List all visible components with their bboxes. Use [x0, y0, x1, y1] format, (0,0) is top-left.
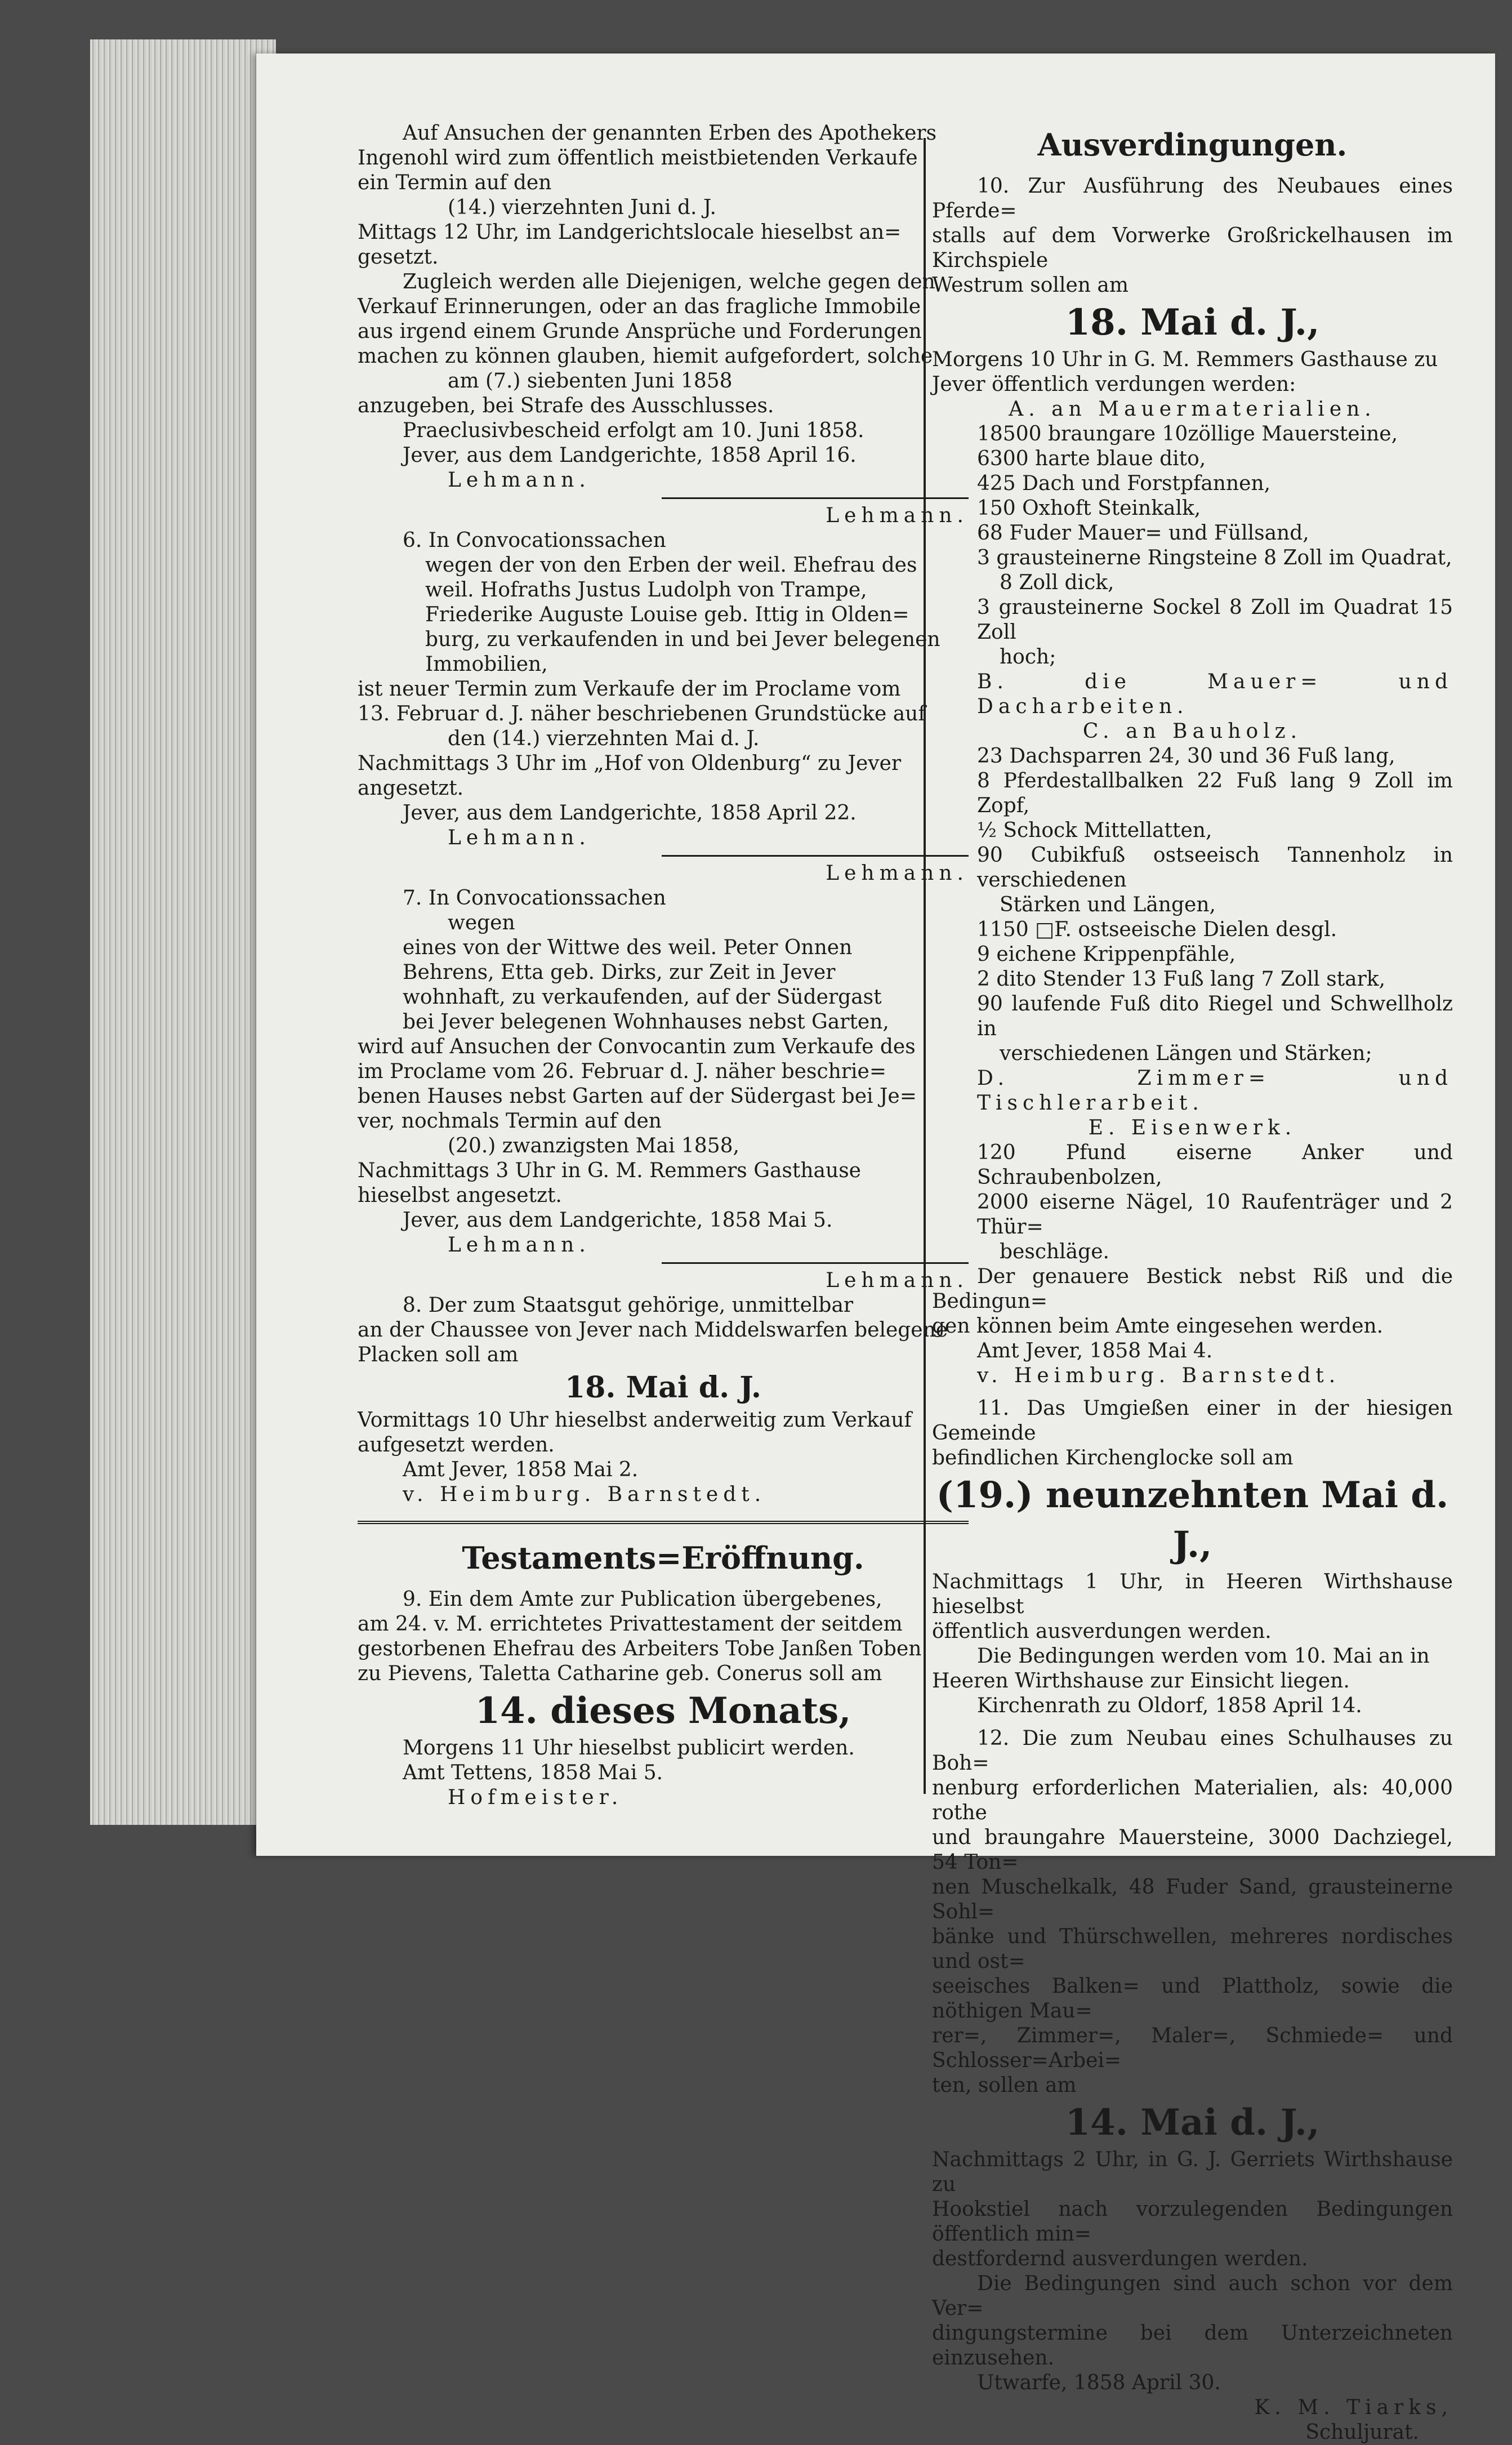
notice-date: den (14.) vierzehnten Mai d. J.	[448, 727, 760, 750]
notice-line: Hookstiel nach vorzulegenden Bedingungen öffentlich min=	[932, 2198, 1453, 2246]
list-item: 23 Dachsparren 24, 30 und 36 Fuß lang,	[977, 745, 1395, 768]
notice-line: machen zu können glauben, hiemit aufgefordert, solche	[358, 345, 933, 368]
notice-line: burg, zu verkaufenden in und bei Jever belegenen	[425, 628, 940, 651]
notice-line: Mittags 12 Uhr, im Landgerichtslocale hieselbst an=	[358, 221, 902, 244]
right-column	[932, 121, 1453, 2445]
list-item: 8 Zoll dick,	[1000, 571, 1114, 594]
notice-line: Die Bedingungen werden vom 10. Mai an in	[977, 1645, 1430, 1668]
list-item: 3 grausteinerne Sockel 8 Zoll im Quadrat 15 Zoll	[977, 596, 1453, 644]
notice-number-6: 6. In Convocationssachen	[403, 529, 666, 552]
subsection-e: E. Eisenwerk.	[1088, 1116, 1297, 1139]
notice-line: anzugeben, bei Strafe des Ausschlusses.	[358, 394, 774, 417]
list-item: 90 Cubikfuß ostseeisch Tannenholz in verschiedenen	[977, 844, 1453, 892]
list-item: 90 laufende Fuß dito Riegel und Schwellholz in	[977, 992, 1453, 1040]
notice-place-date: Amt Tettens, 1858 Mai 5.	[403, 1761, 663, 1784]
notice-line: Morgens 11 Uhr hieselbst publicirt werden.	[403, 1736, 855, 1760]
list-item: 3 grausteinerne Ringsteine 8 Zoll im Quadrat,	[977, 546, 1452, 569]
list-item: 2 dito Stender 13 Fuß lang 7 Zoll stark,	[977, 968, 1386, 991]
separator-rule	[662, 855, 969, 857]
signature: Lehmann.	[448, 1233, 591, 1257]
notice-date-large: 18. Mai d. J.	[565, 1370, 761, 1405]
subsection-b: B. die Mauer= und Dacharbeiten.	[977, 670, 1453, 718]
notice-line: nen Muschelkalk, 48 Fuder Sand, grausteinerne Sohl=	[932, 1876, 1453, 1923]
list-item: verschiedenen Längen und Stärken;	[1000, 1042, 1372, 1065]
list-item: 120 Pfund eiserne Anker und Schraubenbolzen,	[977, 1141, 1453, 1189]
notice-line: Zugleich werden alle Diejenigen, welche gegen den	[403, 270, 935, 293]
notice-line: Behrens, Etta geb. Dirks, zur Zeit in Jever	[403, 961, 836, 984]
notice-line: Der genauere Bestick nebst Riß und die Bedingun=	[932, 1265, 1453, 1313]
notice-line: ten, sollen am	[932, 2074, 1077, 2097]
notice-place-date: Jever, aus dem Landgerichte, 1858 Mai 5.	[403, 1209, 833, 1232]
signature: Lehmann.	[448, 826, 591, 849]
book-page-edges	[90, 39, 276, 1825]
notice-line: aus irgend einem Grunde Ansprüche und Forderungen	[358, 320, 922, 343]
section-heading-testament: Testaments=Eröffnung.	[462, 1540, 864, 1576]
newspaper-page	[256, 54, 1495, 2444]
notice-number-9: 9. Ein dem Amte zur Publication übergebenes,	[403, 1588, 882, 1611]
notice-line: Nachmittags 1 Uhr, in Heeren Wirthshause hieselbst	[932, 1570, 1453, 1618]
notice-line: benen Hauses nebst Garten auf der Südergast bei Je=	[358, 1085, 917, 1108]
subsection-d: D. Zimmer= und Tischlerarbeit.	[977, 1067, 1453, 1115]
subsection-a: A. an Mauermaterialien.	[1009, 398, 1376, 421]
notice-line: Placken soll am	[358, 1343, 519, 1366]
notice-line: bänke und Thürschwellen, mehreres nordisches und ost=	[932, 1925, 1453, 1973]
left-column	[358, 121, 969, 1810]
notice-date-large: (19.) neunzehnten Mai d. J.,	[936, 1474, 1449, 1566]
notice-line: Nachmittags 3 Uhr im „Hof von Oldenburg“ zu Jever	[358, 752, 902, 775]
notice-line: dingungstermine bei dem Unterzeichneten einzusehen.	[932, 2322, 1453, 2370]
notice-date-large: 18. Mai d. J.,	[1065, 301, 1320, 344]
notice-number-12: 12. Die zum Neubau eines Schulhauses zu Boh=	[932, 1727, 1453, 1775]
notice-date-large: 14. dieses Monats,	[475, 1690, 851, 1732]
notice-number-7: 7. In Convocationssachen	[403, 887, 666, 910]
list-item: 425 Dach und Forstpfannen,	[977, 472, 1271, 495]
notice-line: gesetzt.	[358, 246, 439, 269]
spacer	[932, 1718, 1453, 1726]
signature-role: Schuljurat.	[1305, 2421, 1419, 2444]
notice-line: befindlichen Kirchenglocke soll am	[932, 1446, 1294, 1469]
signature: K. M. Tiarks,	[1254, 2396, 1453, 2419]
notice-line: Vormittags 10 Uhr hieselbst anderweitig zum Verkauf	[358, 1409, 912, 1432]
spacer	[932, 1388, 1453, 1396]
notice-line: weil. Hofraths Justus Ludolph von Trampe,	[425, 578, 867, 602]
notice-line: wird auf Ansuchen der Convocantin zum Verkaufe des	[358, 1035, 916, 1058]
notice-line: seeisches Balken= und Plattholz, sowie die nöthigen Mau=	[932, 1975, 1453, 2023]
notice-number-10: 10. Zur Ausführung des Neubaues eines Pferde=	[932, 175, 1453, 222]
list-item: Stärken und Längen,	[1000, 893, 1216, 916]
notice-line: öffentlich ausverdungen werden.	[932, 1620, 1272, 1643]
notice-line: gen können beim Amte eingesehen werden.	[932, 1315, 1384, 1338]
separator-rule	[662, 1262, 969, 1264]
notice-line: bei Jever belegenen Wohnhauses nebst Garten,	[403, 1010, 889, 1034]
notice-line: aufgesetzt werden.	[358, 1433, 555, 1457]
notice-number-11: 11. Das Umgießen einer in der hiesigen Gemeinde	[932, 1397, 1453, 1445]
signature: v. Heimburg. Barnstedt.	[977, 1364, 1341, 1387]
notice-line: Morgens 10 Uhr in G. M. Remmers Gasthause zu	[932, 348, 1438, 371]
signature: Lehmann.	[826, 1269, 969, 1292]
list-item: ½ Schock Mittellatten,	[977, 819, 1212, 842]
list-item: 6300 harte blaue dito,	[977, 447, 1206, 470]
notice-line: Jever öffentlich verdungen werden:	[932, 373, 1296, 396]
notice-number-8: 8. Der zum Staatsgut gehörige, unmittelbar	[403, 1294, 854, 1317]
section-rule	[358, 1521, 969, 1524]
list-item: 2000 eiserne Nägel, 10 Raufenträger und 2 Thür=	[977, 1191, 1453, 1239]
notice-line: Auf Ansuchen der genannten Erben des Apothekers	[403, 122, 937, 145]
notice-line: Die Bedingungen sind auch schon vor dem Ver=	[932, 2272, 1453, 2320]
notice-place-date: Utwarfe, 1858 April 30.	[977, 2371, 1221, 2394]
list-item: hoch;	[1000, 645, 1056, 669]
list-item: 18500 braungare 10zöllige Mauersteine,	[977, 422, 1398, 446]
list-item: 68 Fuder Mauer= und Füllsand,	[977, 522, 1309, 545]
notice-line: Verkauf Erinnerungen, oder an das fragliche Immobile	[358, 295, 921, 318]
notice-place-date: Amt Jever, 1858 Mai 2.	[403, 1458, 639, 1481]
list-item: 150 Oxhoft Steinkalk,	[977, 497, 1201, 520]
notice-line: destfordernd ausverdungen werden.	[932, 2247, 1308, 2270]
notice-date-large: 14. Mai d. J.,	[1065, 2101, 1320, 2144]
notice-place-date: Jever, aus dem Landgerichte, 1858 April 22.	[403, 801, 857, 825]
list-item: 8 Pferdestallbalken 22 Fuß lang 9 Zoll im Zopf,	[977, 769, 1453, 817]
notice-line: hieselbst angesetzt.	[358, 1184, 562, 1207]
notice-line: und braungahre Mauersteine, 3000 Dachziegel, 54 Ton=	[932, 1826, 1453, 1874]
notice-line: nenburg erforderlichen Materialien, als: 40,000 rothe	[932, 1776, 1453, 1824]
notice-line: gestorbenen Ehefrau des Arbeiters Tobe Janßen Toben	[358, 1637, 922, 1660]
notice-line: am 24. v. M. errichtetes Privattestament der seitdem	[358, 1613, 903, 1636]
notice-date: (20.) zwanzigsten Mai 1858,	[448, 1134, 739, 1157]
notice-line: ein Termin auf den	[358, 171, 552, 194]
list-item: 1150 □F. ostseeische Dielen desgl.	[977, 918, 1337, 941]
notice-line: Heeren Wirthshause zur Einsicht liegen.	[932, 1669, 1350, 1693]
notice-line: eines von der Wittwe des weil. Peter Onnen	[403, 936, 853, 959]
notice-line: stalls auf dem Vorwerke Großrickelhausen im Kirchspiele	[932, 224, 1453, 272]
notice-place-date: Kirchenrath zu Oldorf, 1858 April 14.	[977, 1694, 1362, 1717]
signature: Lehmann.	[448, 469, 591, 492]
list-item: 9 eichene Krippenpfähle,	[977, 943, 1236, 966]
signature: Hofmeister.	[448, 1786, 623, 1809]
notice-line: Ingenohl wird zum öffentlich meistbietenden Verkaufe	[358, 146, 918, 170]
section-heading-ausverdingungen: Ausverdingungen.	[1037, 127, 1348, 163]
notice-line: ist neuer Termin zum Verkaufe der im Proclame vom	[358, 678, 901, 701]
notice-date: am (7.) siebenten Juni 1858	[448, 369, 733, 393]
notice-line: ver, nochmals Termin auf den	[358, 1110, 662, 1133]
notice-line: rer=, Zimmer=, Maler=, Schmiede= und Schlosser=Arbei=	[932, 2024, 1453, 2072]
signature: v. Heimburg. Barnstedt.	[403, 1483, 766, 1506]
notice-line: Praeclusivbescheid erfolgt am 10. Juni 1858.	[403, 419, 864, 442]
separator-rule	[662, 497, 969, 499]
notice-date: (14.) vierzehnten Juni d. J.	[448, 196, 716, 219]
notice-line: angesetzt.	[358, 777, 464, 800]
notice-line: Westrum sollen am	[932, 274, 1129, 297]
notice-line: Nachmittags 2 Uhr, in G. J. Gerriets Wirthshause zu	[932, 2148, 1453, 2196]
notice-line: wegen	[448, 911, 515, 934]
notice-line: 13. Februar d. J. näher beschriebenen Grundstücke auf	[358, 702, 926, 725]
notice-line: zu Pievens, Taletta Catharine geb. Conerus soll am	[358, 1662, 882, 1685]
notice-line: Immobilien,	[425, 653, 548, 676]
signature: Lehmann.	[826, 504, 969, 527]
notice-place-date: Jever, aus dem Landgerichte, 1858 April 16.	[403, 444, 857, 467]
notice-line: wegen der von den Erben der weil. Ehefrau des	[425, 554, 917, 577]
notice-line: Friederike Auguste Louise geb. Ittig in Olden=	[425, 603, 909, 626]
subsection-c: C. an Bauholz.	[1082, 720, 1303, 743]
list-item: beschläge.	[1000, 1240, 1109, 1263]
notice-line: im Proclame vom 26. Februar d. J. näher beschrie=	[358, 1060, 886, 1083]
notice-line: wohnhaft, zu verkaufenden, auf der Südergast	[403, 986, 882, 1009]
signature: Lehmann.	[826, 862, 969, 885]
notice-line: Nachmittags 3 Uhr in G. M. Remmers Gasthause	[358, 1159, 861, 1182]
notice-place-date: Amt Jever, 1858 Mai 4.	[977, 1339, 1213, 1362]
notice-line: an der Chaussee von Jever nach Middelswarfen belegene	[358, 1319, 948, 1342]
